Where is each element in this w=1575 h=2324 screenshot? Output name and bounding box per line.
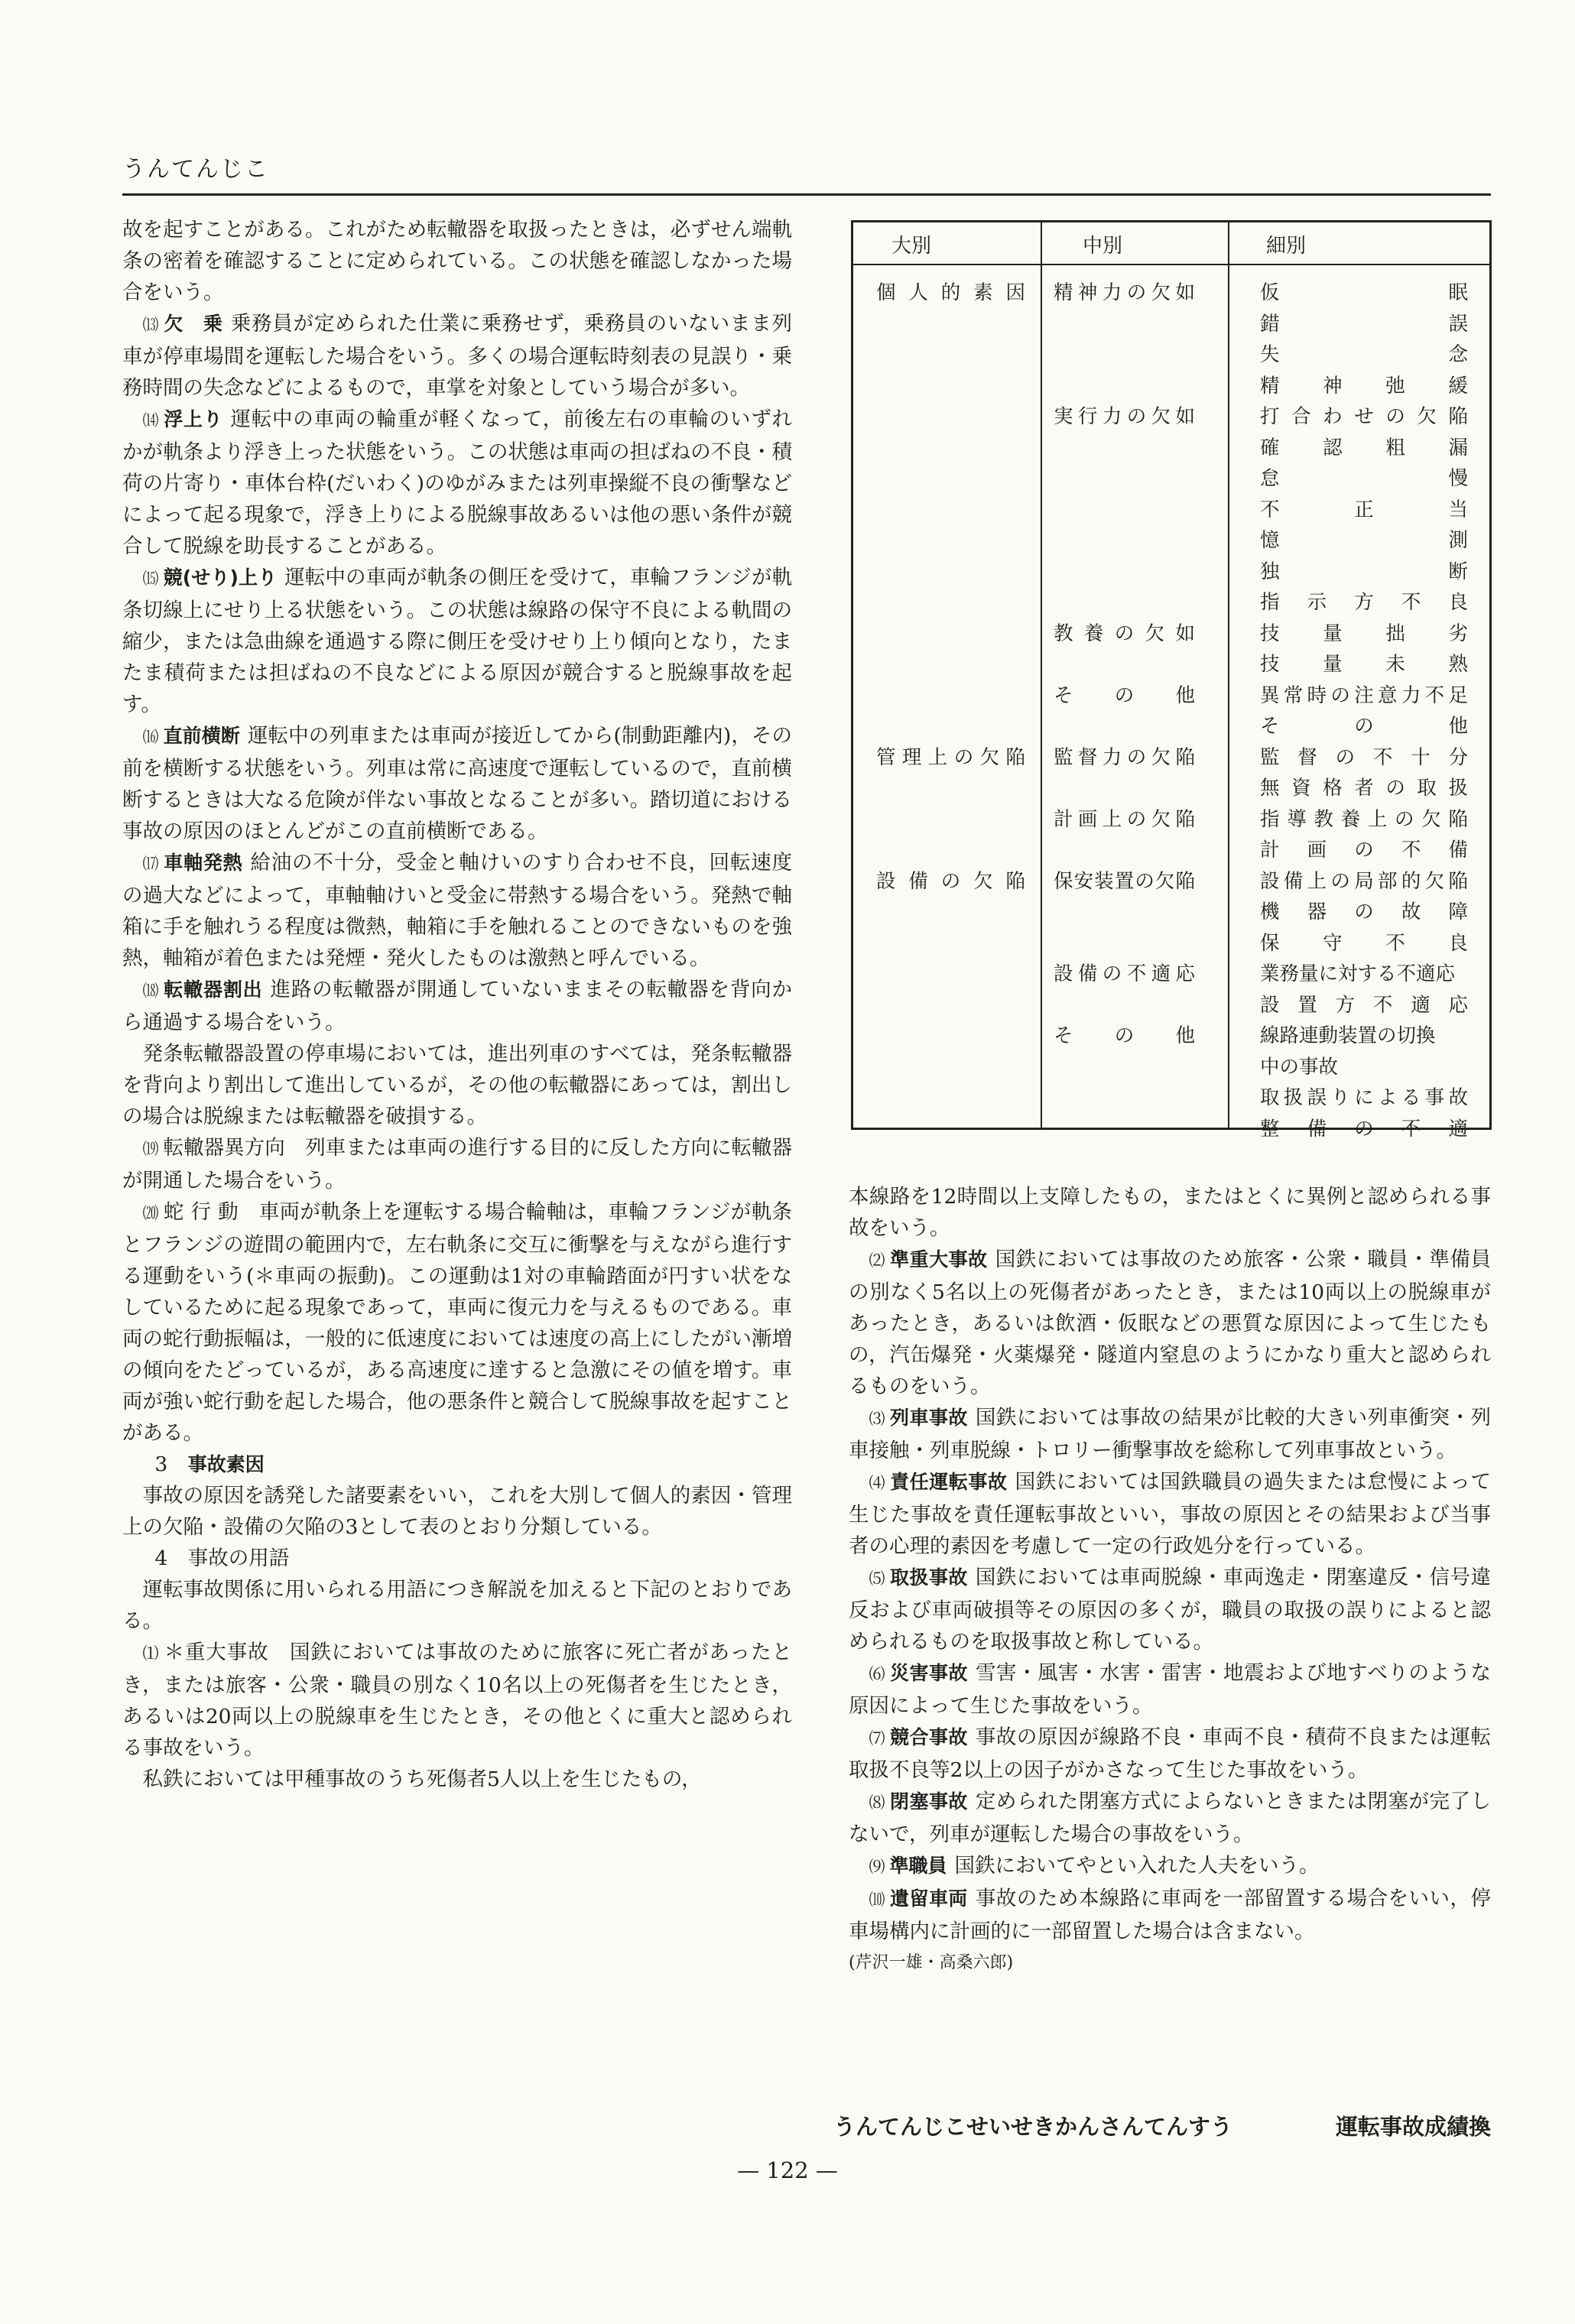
- entry-term: 欠 乗: [164, 313, 223, 335]
- detail-item: 憶測: [1260, 529, 1468, 552]
- term-5: ⑸ 取扱事故 国鉄においては車両脱線・車両逸走・閉塞違反・信号違反および車両破損等その原因の多くが，職員の取扱の誤りによると認められるものを取扱事故と称している。: [849, 1566, 1491, 1654]
- term-9: ⑼ 準職員 国鉄においてやとい入れた人夫をいう。: [869, 1854, 1320, 1878]
- table-cell-mid: 計画上の欠陥: [1054, 807, 1195, 831]
- accident-cause-table: [851, 220, 1492, 1141]
- table-cell-detail: [1260, 618, 1468, 680]
- detail-item: 業務量に対する不適応: [1260, 962, 1456, 985]
- paragraph: 本線路を12時間以上支障したもの，またはとくに異例と認められる事故をいう。: [849, 1185, 1491, 1240]
- page-number: — 122 —: [737, 2157, 838, 2183]
- cross-reference-reading: うんてんじこせいせきかんさんてんすう: [833, 2114, 1233, 2140]
- table-cell-detail: [1260, 680, 1468, 742]
- detail-item: 取扱誤りによる事故: [1260, 1086, 1468, 1109]
- paragraph: 私鉄においては甲種事故のうち死傷者5人以上を生じたもの，: [142, 1767, 702, 1791]
- table-cell-mid: 実行力の欠如: [1054, 405, 1195, 428]
- table-cell-detail: [1260, 742, 1468, 804]
- table-cell-mid: 設備の不適応: [1054, 962, 1195, 985]
- term-1: ⑴ ＊重大事故 国鉄においては事故のために旅客に死亡者があったとき，または旅客・公衆・職員の別なく10名以上の死傷者を生じたとき，あるいは20両以上の脱線車を生じたとき，その他とくに重大と認められる事故をいう。: [122, 1641, 792, 1760]
- table-cell-detail: [1260, 1021, 1468, 1144]
- entry-14: ⒁ 浮上り 運転中の車両の輪重が軽くなって，前後左右の車輪のいずれかが軌条より浮き上った状態をいう。この状態は車両の担ばねの不良・積荷の片寄り・車体台枠(だいわく)のゆがみまたは列車操縦不良の衝撃などによって起る現象で，浮き上りによる脱線事故あるいは他の悪い条件が競合して脱線を助長することがある。: [122, 407, 792, 558]
- left-column: [122, 214, 792, 2137]
- paragraph: 故を起すことがある。これがため転轍器を取扱ったときは，必ずせん端軌条の密着を確認することに定められている。この状態を確認しなかった場合をいう。: [122, 218, 792, 304]
- paragraph: 運転事故関係に用いられる用語につき解説を加えると下記のとおりである。: [122, 1578, 792, 1633]
- detail-item: 怠慢: [1260, 467, 1468, 490]
- detail-item: 指導教養上の欠陥: [1260, 807, 1468, 831]
- cross-reference-term: 運転事故成績換: [1335, 2114, 1491, 2140]
- detail-item: 精神弛緩: [1260, 374, 1468, 398]
- table-cell-major: 個人的素因: [876, 281, 1025, 304]
- entry-term: 準重大事故: [890, 1248, 988, 1271]
- detail-item: 異常時の注意力不足: [1260, 683, 1468, 707]
- header-detail: 細別: [1266, 235, 1307, 258]
- detail-item-continued: 中の事故: [1260, 1055, 1339, 1079]
- detail-item: その他: [1260, 715, 1468, 738]
- term-10: ⑽ 遺留車両 事故のため本線路に車両を一部留置する場合をいい，停車場構内に計画的に一部留置した場合は含まない。: [849, 1887, 1491, 1943]
- detail-item: 技量未熟: [1260, 653, 1468, 676]
- header-rule: [122, 193, 1491, 196]
- detail-item: 計画の不備: [1260, 839, 1468, 862]
- term-4: ⑷ 責任運転事故 国鉄においては国鉄職員の過失または怠慢によって生じた事故を責任運転事故といい，事故の原因とその結果および当事者の心理的素因を考慮して一定の行政処分を行っている。: [849, 1470, 1491, 1558]
- column-divider: [1041, 222, 1042, 1128]
- paragraph: 事故の原因を誘発した諸要素をいい，これを大別して個人的素因・管理上の欠陥・設備の欠陥の3として表のとおり分類している。: [122, 1484, 792, 1539]
- detail-item: 不正当: [1260, 498, 1468, 521]
- detail-item: 設置方不適応: [1260, 993, 1468, 1017]
- entry-20: ⒇ 蛇 行 動 車両が軌条上を運転する場合輪軸は，車輪フランジが軌条とフランジの遊間の範囲内で，左右軌条に交互に衝撃を与えながら進行する運動をいう(＊車両の振動)。この運動は1対の車輪踏面が円すい状をなしているために起る現象であって，車両に復元力を与えるものである。車両の蛇行動振幅は，一般的に低速度においては速度の高上にしたがい漸増の傾向をたどっているが，ある高速度に達すると急激にその値を増す。車両が強い蛇行動を起した場合，他の悪条件と競合して脱線事故を起すことがある。: [122, 1200, 792, 1445]
- table-cell-major: 設備の欠陥: [876, 869, 1025, 893]
- detail-item: 失念: [1260, 343, 1468, 366]
- detail-item: 打合わせの欠陥: [1260, 405, 1468, 428]
- term-3: ⑶ 列車事故 国鉄においては事故の結果が比較的大きい列車衝突・列車接触・列車脱線・トロリー衝撃事故を総称して列車事故という。: [849, 1406, 1491, 1462]
- entry-term: 遺留車両: [889, 1887, 968, 1910]
- entry-term: 直前横断: [163, 725, 240, 747]
- table-cell-detail: [1260, 278, 1468, 401]
- entry-term: 転轍器割出: [164, 979, 263, 1001]
- entry-term: 車軸発熱: [164, 852, 243, 874]
- entry-term: 取扱事故: [889, 1566, 968, 1589]
- table-cell-detail: [1260, 804, 1468, 866]
- cross-reference: [833, 2110, 1491, 2141]
- entry-13: ⒀ 欠 乗 乗務員が定められた仕業に乗務せず，乗務員のいないまま列車が停車場間を運転した場合をいう。多くの場合運転時刻表の見誤り・乗務時間の失念などによるもので，車掌を対象としていう場合が多い。: [122, 312, 792, 400]
- detail-item: 監督の不十分: [1260, 745, 1468, 769]
- entry-19: ⒆ 転轍器異方向 列車または車両の進行する目的に反した方向に転轍器が開通した場合をいう。: [122, 1136, 792, 1193]
- term-8: ⑻ 閉塞事故 定められた閉塞方式によらないときまたは閉塞が完了しないで，列車が運転した場合の事故をいう。: [849, 1790, 1491, 1846]
- entry-term: 競(せり)上り: [163, 566, 278, 589]
- table-cell-mid: その他: [1054, 1024, 1195, 1047]
- detail-item: 保守不良: [1260, 931, 1468, 955]
- right-column: [849, 1181, 1491, 2137]
- table-cell-mid: 精神力の欠如: [1054, 281, 1195, 304]
- detail-item: 確認粗漏: [1260, 436, 1468, 459]
- table-cell-major: 管理上の欠陥: [876, 745, 1025, 769]
- detail-item: 線路連動装置の切換: [1260, 1024, 1436, 1047]
- detail-item: 機器の故障: [1260, 901, 1468, 923]
- entry-term: 責任運転事故: [890, 1471, 1008, 1493]
- entry-15: ⒂ 競(せり)上り 運転中の車両が軌条の側圧を受けて，車輪フランジが軌条切線上にせり上る状態をいう。この状態は線路の保守不良による軌間の縮少，または急曲線を通過する際に側圧を受けせり上り傾向となり，たまたま積荷または担ばねの不良などによる原因が競合すると脱線事故を起す。: [122, 566, 792, 716]
- table-cell-mid: その他: [1054, 683, 1195, 707]
- term-7: ⑺ 競合事故 事故の原因が線路不良・車両不良・積荷不良または運転取扱不良等2以上の因子がかさなって生じた事故をいう。: [849, 1725, 1491, 1782]
- table-cell-detail: [1260, 959, 1468, 1021]
- table-header-row: [853, 222, 1489, 265]
- entry-16: ⒃ 直前横断 運転中の列車または車両が接近してから(制動距離内)，その前を横断する状態をいう。列車は常に高速度で運転しているので，直前横断するときは大なる危険が伴ない事故となることが多い。踏切道における事故の原因のほとんどがこの直前横断である。: [122, 724, 792, 843]
- entry-18: ⒅ 転轍器割出 進路の転轍器が開通していないままその転轍器を背向から通過する場合をいう。: [122, 978, 792, 1034]
- entry-term: 閉塞事故: [889, 1790, 968, 1813]
- table-cell-mid: 保安装置の欠陥: [1054, 869, 1195, 893]
- entry-term: 準職員: [889, 1855, 947, 1877]
- entry-term: 災害事故: [890, 1662, 969, 1684]
- detail-item: 錯誤: [1260, 312, 1468, 336]
- detail-item: 設備上の局部的欠陥: [1260, 869, 1468, 893]
- entry-term: 浮上り: [164, 408, 223, 430]
- entry-term: 競合事故: [889, 1726, 968, 1748]
- term-2: ⑵ 準重大事故 国鉄においては事故のため旅客・公衆・職員・準備員の別なく5名以上の死傷者があったとき，または10両以上の脱線車があったとき，あるいは飲酒・仮眠などの悪質な原因によって生じたもの，汽缶爆発・火薬爆発・隧道内窒息のようにかなり重大と認められるものをいう。: [849, 1248, 1491, 1398]
- detail-item: 指示方不良: [1260, 591, 1468, 614]
- table-cell-detail: [1260, 401, 1468, 618]
- author-credit: (芹沢一雄・高桑六郎): [849, 1953, 1014, 1972]
- section-heading-3: 3 事故素因: [154, 1452, 265, 1476]
- detail-item: 無資格者の取扱: [1260, 777, 1468, 800]
- paragraph: 発条転轍器設置の停車場においては，進出列車のすべては，発条転轍器を背向より割出して進出しているが，その他の転轍器にあっては，割出しの場合は脱線または転轍器を破損する。: [122, 1042, 792, 1128]
- detail-item: 技量拙劣: [1260, 622, 1468, 645]
- term-6: ⑹ 災害事故 雪害・風害・水害・雷害・地震および地すべりのような原因によって生じた事故をいう。: [849, 1661, 1491, 1718]
- entry-17: ⒄ 車軸発熱 給油の不十分，受金と軸けいのすり合わせ不良，回転速度の過大などによって，車軸軸けいと受金に帯熱する場合をいう。発熱で軸箱に手を触れうる程度は微熱，軸箱に手を触れることのできないものを強熱，軸箱が着色または発煙・発火したものは激熱と呼んでいる。: [122, 851, 792, 970]
- entry-term: 列車事故: [889, 1407, 968, 1429]
- detail-item: 整備の不適: [1260, 1117, 1468, 1141]
- header-major: 大別: [891, 235, 932, 258]
- table-cell-mid: 監督力の欠陥: [1054, 745, 1195, 769]
- table-cell-detail: [1260, 866, 1468, 959]
- column-divider: [1228, 222, 1229, 1128]
- detail-item: 独断: [1260, 560, 1468, 583]
- detail-item: 仮眠: [1260, 281, 1468, 304]
- header-mid: 中別: [1083, 235, 1123, 258]
- running-head: うんてんじこ: [122, 156, 269, 183]
- section-heading-4: 4 事故の用語: [154, 1547, 290, 1570]
- table-cell-mid: 教養の欠如: [1054, 622, 1195, 645]
